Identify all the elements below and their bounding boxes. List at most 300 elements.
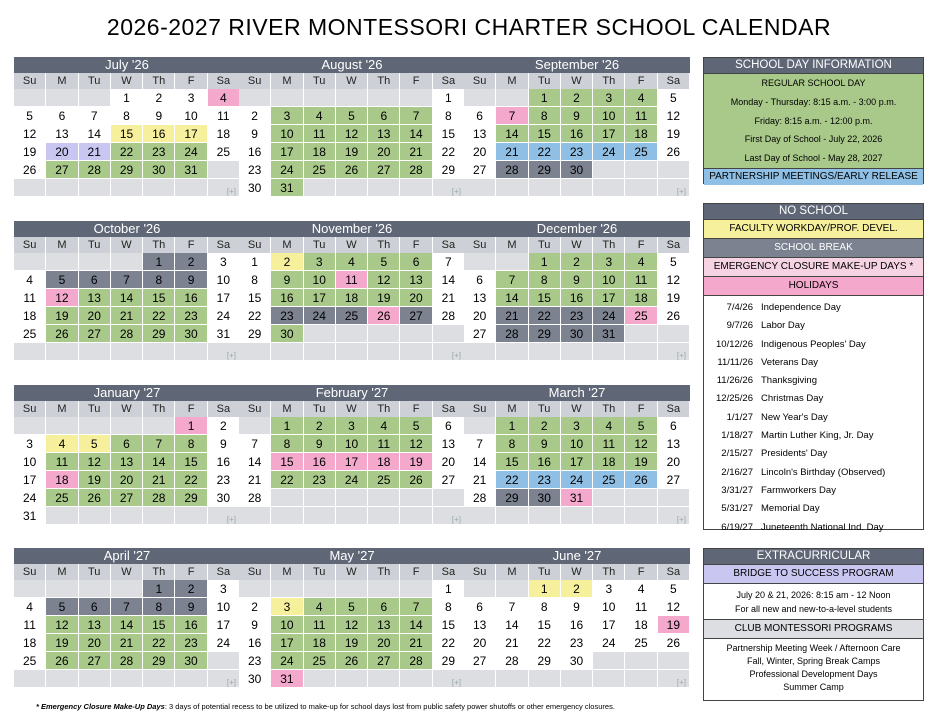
day-cell: 26 <box>46 325 78 343</box>
day-cell: 14 <box>400 616 432 634</box>
weekday-label: Th <box>143 401 175 417</box>
day-cell: 6 <box>79 598 111 616</box>
empty-cell <box>400 670 432 688</box>
empty-cell <box>496 343 528 361</box>
day-cell: 4 <box>14 271 46 289</box>
day-cell: 21 <box>111 307 143 325</box>
day-cell: 1 <box>143 253 175 271</box>
day-cell: 5 <box>368 253 400 271</box>
day-cell: 21 <box>79 143 111 161</box>
day-cell: 15 <box>529 616 561 634</box>
day-cell: 23 <box>304 471 336 489</box>
empty-cell <box>14 580 46 598</box>
day-cell: 26 <box>625 471 657 489</box>
empty-cell <box>271 507 303 525</box>
empty-cell <box>464 670 496 688</box>
day-cell: 1 <box>111 89 143 107</box>
info-line: Last Day of School - May 28, 2027 <box>744 153 883 164</box>
empty-cell <box>304 489 336 507</box>
holiday-date: 10/12/26 <box>716 338 753 350</box>
weekday-label: Tu <box>304 237 336 253</box>
empty-cell <box>111 417 143 435</box>
day-cell: 28 <box>496 161 528 179</box>
day-cell: 7 <box>111 271 143 289</box>
weekday-label: Sa <box>208 237 240 253</box>
holiday-date: 3/31/27 <box>721 484 753 496</box>
day-cell: 4 <box>304 107 336 125</box>
day-cell: 24 <box>593 634 625 652</box>
empty-cell <box>400 580 432 598</box>
empty-cell <box>368 507 400 525</box>
day-cell: 3 <box>593 89 625 107</box>
day-cell: 30 <box>239 179 271 197</box>
day-cell: 26 <box>658 143 690 161</box>
day-cell: 17 <box>593 125 625 143</box>
day-cell: 15 <box>529 125 561 143</box>
day-cell: 2 <box>561 253 593 271</box>
day-cell: 28 <box>239 489 271 507</box>
holiday-name: Independence Day <box>761 302 841 313</box>
weekday-label: M <box>271 564 303 580</box>
month-calendar <box>14 57 240 197</box>
day-cell: 30 <box>561 652 593 670</box>
day-cell: 11 <box>208 107 240 125</box>
day-cell: 19 <box>79 471 111 489</box>
month-calendar <box>14 385 240 525</box>
empty-cell <box>79 89 111 107</box>
day-cell: 26 <box>658 307 690 325</box>
empty-cell <box>464 179 496 197</box>
day-cell: 7 <box>239 435 271 453</box>
empty-cell <box>336 489 368 507</box>
no-school-panel <box>703 203 924 533</box>
day-cell: 4 <box>625 89 657 107</box>
day-cell: 17 <box>561 453 593 471</box>
day-cell: 18 <box>625 616 657 634</box>
day-cell: 11 <box>304 616 336 634</box>
weekday-label: M <box>271 237 303 253</box>
day-cell: 5 <box>658 253 690 271</box>
empty-cell <box>658 325 690 343</box>
day-cell: 13 <box>368 616 400 634</box>
day-cell: 3 <box>208 580 240 598</box>
day-cell: 15 <box>143 616 175 634</box>
month-title: January '27 <box>14 385 240 401</box>
day-cell: 30 <box>175 652 207 670</box>
day-cell: 23 <box>561 634 593 652</box>
school-day-info-body <box>704 73 923 168</box>
day-cell: 11 <box>304 125 336 143</box>
weekday-label: M <box>496 237 528 253</box>
empty-cell <box>14 89 46 107</box>
day-cell: 12 <box>368 271 400 289</box>
weekday-label: F <box>625 401 657 417</box>
weekday-label: Tu <box>529 237 561 253</box>
day-cell: 8 <box>111 107 143 125</box>
holiday-date: 6/19/27 <box>721 521 753 533</box>
day-cell: 6 <box>433 417 465 435</box>
weekday-label: Th <box>143 73 175 89</box>
weekday-label: F <box>175 564 207 580</box>
day-cell: 1 <box>175 417 207 435</box>
empty-cell <box>529 179 561 197</box>
empty-cell <box>400 89 432 107</box>
day-cell: 16 <box>239 143 271 161</box>
weekday-label: W <box>336 401 368 417</box>
day-cell: 14 <box>496 289 528 307</box>
day-cell: 9 <box>561 598 593 616</box>
school-day-info-panel <box>703 57 924 184</box>
empty-cell <box>658 652 690 670</box>
empty-cell <box>208 652 240 670</box>
empty-cell <box>46 507 78 525</box>
club-montessori-legend: CLUB MONTESSORI PROGRAMS <box>704 619 923 638</box>
corner-mark: [+] <box>451 187 461 196</box>
day-cell: 10 <box>271 125 303 143</box>
day-cell: 13 <box>111 453 143 471</box>
empty-cell <box>529 507 561 525</box>
holiday-row <box>704 354 923 372</box>
empty-cell <box>464 253 496 271</box>
day-cell: 21 <box>496 634 528 652</box>
day-cell: 27 <box>79 325 111 343</box>
empty-cell <box>593 652 625 670</box>
day-cell: 12 <box>658 107 690 125</box>
club-line: Partnership Meeting Week / Afternoon Care <box>726 643 901 653</box>
day-cell: 6 <box>368 107 400 125</box>
day-cell: 18 <box>14 634 46 652</box>
empty-cell <box>304 325 336 343</box>
corner-mark: [+] <box>451 515 461 524</box>
day-cell: 1 <box>529 580 561 598</box>
day-cell: 11 <box>336 271 368 289</box>
empty-cell <box>111 253 143 271</box>
empty-cell <box>111 179 143 197</box>
day-cell: 30 <box>561 325 593 343</box>
day-cell: 5 <box>14 107 46 125</box>
empty-cell <box>46 417 78 435</box>
empty-cell <box>625 507 657 525</box>
empty-cell <box>304 507 336 525</box>
empty-cell <box>79 253 111 271</box>
empty-cell <box>368 670 400 688</box>
day-cell: 24 <box>208 307 240 325</box>
day-cell: 7 <box>400 598 432 616</box>
empty-cell <box>79 507 111 525</box>
month-calendar <box>464 57 690 197</box>
day-cell: 1 <box>529 89 561 107</box>
day-cell: 29 <box>496 489 528 507</box>
info-line: First Day of School - July 22, 2026 <box>744 134 883 145</box>
empty-cell <box>46 343 78 361</box>
empty-cell <box>593 343 625 361</box>
empty-cell <box>79 343 111 361</box>
day-cell: 12 <box>336 616 368 634</box>
day-cell: 29 <box>529 325 561 343</box>
day-cell: 14 <box>111 616 143 634</box>
day-cell: 17 <box>336 453 368 471</box>
empty-cell <box>46 670 78 688</box>
weekday-label: F <box>175 73 207 89</box>
empty-cell <box>496 253 528 271</box>
day-cell: 20 <box>46 143 78 161</box>
club-line: Summer Camp <box>783 682 844 692</box>
empty-cell <box>175 179 207 197</box>
day-cell: 30 <box>271 325 303 343</box>
empty-cell <box>593 161 625 179</box>
day-cell: 18 <box>336 289 368 307</box>
day-cell: 30 <box>561 161 593 179</box>
day-cell: 1 <box>143 580 175 598</box>
month-title: March '27 <box>464 385 690 401</box>
weekday-label: Th <box>593 564 625 580</box>
day-cell: 26 <box>336 161 368 179</box>
day-cell: 17 <box>593 289 625 307</box>
month-grid <box>464 401 690 525</box>
day-cell: 15 <box>433 616 465 634</box>
day-cell: 29 <box>529 161 561 179</box>
holiday-row <box>704 317 923 335</box>
empty-cell <box>46 580 78 598</box>
month-grid <box>239 73 465 197</box>
weekday-label: Su <box>464 401 496 417</box>
empty-cell <box>368 179 400 197</box>
day-cell: 13 <box>464 289 496 307</box>
bridge-program-legend: BRIDGE TO SUCCESS PROGRAM <box>704 564 923 583</box>
empty-cell <box>46 89 78 107</box>
day-cell: 15 <box>271 453 303 471</box>
day-cell: 19 <box>625 453 657 471</box>
month-grid <box>464 237 690 361</box>
holiday-name: Christmas Day <box>761 393 824 405</box>
empty-cell <box>175 670 207 688</box>
empty-cell <box>271 343 303 361</box>
empty-cell <box>239 417 271 435</box>
weekday-label: F <box>625 73 657 89</box>
day-cell: 30 <box>208 489 240 507</box>
day-cell: 3 <box>593 580 625 598</box>
day-cell: 28 <box>400 161 432 179</box>
day-cell: 31 <box>175 161 207 179</box>
day-cell: 2 <box>239 107 271 125</box>
day-cell: 13 <box>658 435 690 453</box>
day-cell: 13 <box>464 616 496 634</box>
weekday-label: Tu <box>79 564 111 580</box>
day-cell: 8 <box>529 598 561 616</box>
day-cell: 9 <box>208 435 240 453</box>
weekday-label: Su <box>464 564 496 580</box>
day-cell: 26 <box>336 652 368 670</box>
day-cell: 7 <box>79 107 111 125</box>
empty-cell <box>143 417 175 435</box>
info-line: REGULAR SCHOOL DAY <box>761 78 866 88</box>
day-cell: 25 <box>625 634 657 652</box>
day-cell: 12 <box>336 125 368 143</box>
day-cell: 21 <box>111 634 143 652</box>
day-cell: 28 <box>400 652 432 670</box>
day-cell: 31 <box>271 179 303 197</box>
month-title: May '27 <box>239 548 465 564</box>
corner-mark: [+] <box>676 678 686 687</box>
empty-cell <box>111 580 143 598</box>
month-grid <box>239 564 465 688</box>
empty-cell <box>593 507 625 525</box>
day-cell: 11 <box>14 289 46 307</box>
month-grid <box>464 73 690 197</box>
day-cell: 27 <box>46 161 78 179</box>
day-cell: 16 <box>143 125 175 143</box>
day-cell: 7 <box>111 598 143 616</box>
corner-mark: [+] <box>226 351 236 360</box>
day-cell: 16 <box>208 453 240 471</box>
empty-cell <box>336 89 368 107</box>
empty-cell <box>496 670 528 688</box>
day-cell: 29 <box>175 489 207 507</box>
day-cell: 4 <box>368 417 400 435</box>
day-cell: 30 <box>529 489 561 507</box>
day-cell: 3 <box>593 253 625 271</box>
day-cell: 21 <box>433 289 465 307</box>
holiday-row <box>704 464 923 482</box>
weekday-label: W <box>561 564 593 580</box>
weekday-label: W <box>336 564 368 580</box>
day-cell: 5 <box>625 417 657 435</box>
day-cell: 9 <box>175 271 207 289</box>
day-cell: 9 <box>271 271 303 289</box>
day-cell: 15 <box>175 453 207 471</box>
day-cell: 4 <box>14 598 46 616</box>
empty-cell <box>14 670 46 688</box>
day-cell: 7 <box>400 107 432 125</box>
empty-cell <box>271 89 303 107</box>
day-cell: 23 <box>561 143 593 161</box>
corner-mark: [+] <box>676 187 686 196</box>
day-cell: 13 <box>400 271 432 289</box>
day-cell: 30 <box>239 670 271 688</box>
empty-cell <box>464 343 496 361</box>
day-cell: 17 <box>14 471 46 489</box>
day-cell: 14 <box>111 289 143 307</box>
empty-cell <box>561 670 593 688</box>
empty-cell <box>143 179 175 197</box>
day-cell: 19 <box>46 634 78 652</box>
day-cell: 3 <box>271 598 303 616</box>
month-title: June '27 <box>464 548 690 564</box>
workday-legend: FACULTY WORKDAY/PROF. DEVEL. <box>704 219 923 238</box>
day-cell: 8 <box>175 435 207 453</box>
day-cell: 29 <box>143 325 175 343</box>
day-cell: 9 <box>304 435 336 453</box>
holiday-name: Thanksgiving <box>761 375 817 387</box>
day-cell: 15 <box>143 289 175 307</box>
day-cell: 13 <box>79 289 111 307</box>
weekday-label: Su <box>14 73 46 89</box>
empty-cell <box>79 417 111 435</box>
day-cell: 13 <box>79 616 111 634</box>
day-cell: 24 <box>336 471 368 489</box>
day-cell: 10 <box>593 271 625 289</box>
empty-cell <box>175 343 207 361</box>
empty-cell <box>368 89 400 107</box>
day-cell: 10 <box>561 435 593 453</box>
empty-cell <box>175 507 207 525</box>
empty-cell <box>368 489 400 507</box>
day-cell: 18 <box>208 125 240 143</box>
day-cell: 6 <box>46 107 78 125</box>
weekday-label: M <box>46 237 78 253</box>
day-cell: 19 <box>14 143 46 161</box>
day-cell: 4 <box>208 89 240 107</box>
month-title: September '26 <box>464 57 690 73</box>
weekday-label: Th <box>368 237 400 253</box>
day-cell: 6 <box>79 271 111 289</box>
holidays-legend: HOLIDAYS <box>704 276 923 295</box>
day-cell: 2 <box>271 253 303 271</box>
empty-cell <box>368 580 400 598</box>
day-cell: 23 <box>208 471 240 489</box>
empty-cell <box>336 325 368 343</box>
weekday-label: Tu <box>304 564 336 580</box>
empty-cell <box>304 179 336 197</box>
holiday-row <box>704 299 923 317</box>
day-cell: 10 <box>593 598 625 616</box>
day-cell: 9 <box>175 598 207 616</box>
day-cell: 9 <box>143 107 175 125</box>
empty-cell <box>625 343 657 361</box>
day-cell: 25 <box>14 325 46 343</box>
month-grid <box>239 401 465 525</box>
day-cell: 4 <box>304 598 336 616</box>
day-cell: 20 <box>368 634 400 652</box>
day-cell: 12 <box>658 271 690 289</box>
day-cell: 12 <box>400 435 432 453</box>
day-cell: 5 <box>658 580 690 598</box>
day-cell: 27 <box>658 471 690 489</box>
empty-cell <box>14 179 46 197</box>
corner-mark: [+] <box>226 678 236 687</box>
day-cell: 28 <box>496 652 528 670</box>
day-cell: 21 <box>400 143 432 161</box>
day-cell: 31 <box>561 489 593 507</box>
empty-cell <box>529 343 561 361</box>
weekday-label: F <box>400 237 432 253</box>
empty-cell <box>464 89 496 107</box>
weekday-label: Th <box>368 564 400 580</box>
empty-cell <box>79 179 111 197</box>
day-cell: 23 <box>175 634 207 652</box>
holiday-row <box>704 519 923 537</box>
weekday-label: W <box>561 401 593 417</box>
weekday-label: W <box>111 564 143 580</box>
weekday-label: Sa <box>433 564 465 580</box>
empty-cell <box>79 670 111 688</box>
empty-cell <box>593 179 625 197</box>
day-cell: 22 <box>433 143 465 161</box>
holiday-list <box>704 295 923 537</box>
day-cell: 14 <box>496 616 528 634</box>
day-cell: 3 <box>208 253 240 271</box>
day-cell: 9 <box>561 271 593 289</box>
weekday-label: W <box>561 73 593 89</box>
weekday-label: Su <box>14 237 46 253</box>
extracurricular-header: EXTRACURRICULAR <box>704 549 923 564</box>
empty-cell <box>561 179 593 197</box>
day-cell: 4 <box>46 435 78 453</box>
info-line: Monday - Thursday: 8:15 a.m. - 3:00 p.m. <box>730 96 897 107</box>
weekday-label: Th <box>143 237 175 253</box>
day-cell: 22 <box>111 143 143 161</box>
corner-mark: [+] <box>226 187 236 196</box>
